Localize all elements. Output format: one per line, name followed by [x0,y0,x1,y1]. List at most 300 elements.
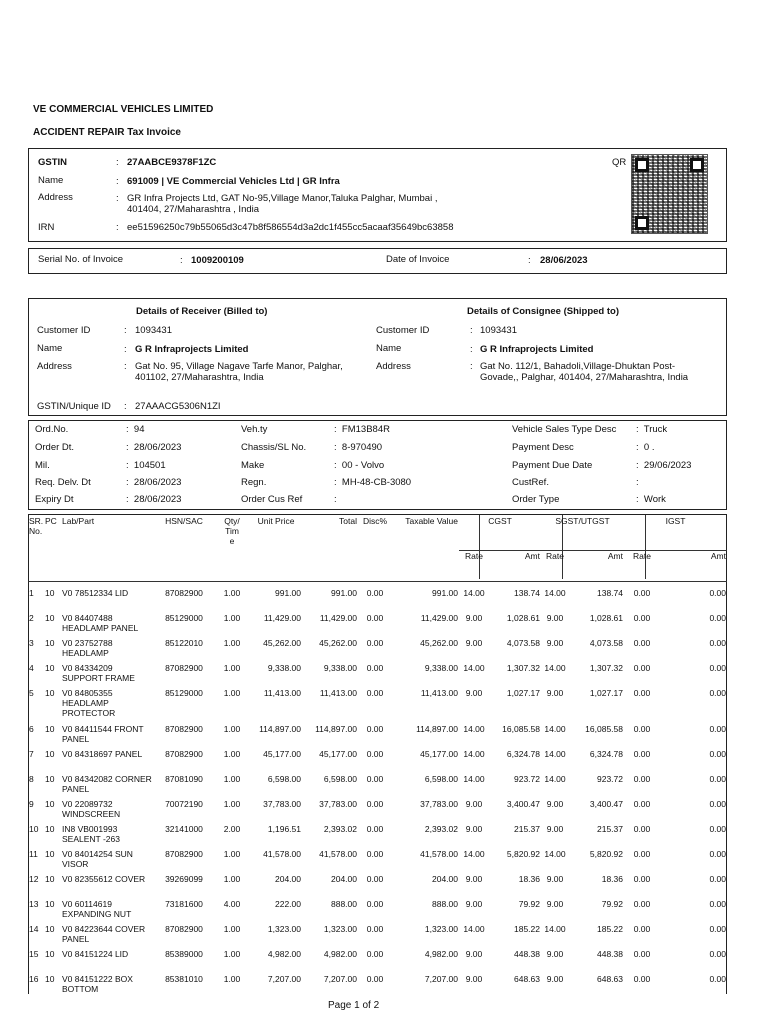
cell-ia: 0.00 [709,874,726,884]
cell-disc: 0.00 [366,588,384,598]
cell-price: 9,338.00 [267,663,301,673]
cell-pc: 10 [45,774,55,784]
cell-sr: 3 [29,638,34,648]
mil-label: Mil. [35,460,50,471]
cell-pc: 10 [45,588,55,598]
cell-sr2: 9.00 [546,874,564,884]
cell-hsn: 85122010 [165,638,203,648]
cell-ca: 648.63 [514,974,540,984]
cell-sr: 7 [29,749,34,759]
cell-pc: 10 [45,949,55,959]
cell-disc: 0.00 [366,949,384,959]
cell-price: 991.00 [275,588,301,598]
cell-taxable: 7,207.00 [424,974,458,984]
cell-ca: 3,400.47 [506,799,540,809]
cell-qty: 1.00 [223,974,241,984]
cell-ia: 0.00 [709,688,726,698]
cell-ia: 0.00 [709,749,726,759]
cell-pc: 10 [45,749,55,759]
cell-taxable: 4,982.00 [424,949,458,959]
cell-disc: 0.00 [366,638,384,648]
cell-hsn: 85129000 [165,688,203,698]
cell-ca: 1,028.61 [506,613,540,623]
cell-ir: 0.00 [633,874,651,884]
cell-ia: 0.00 [709,924,726,934]
ord-no-label: Ord.No. [35,424,69,435]
cell-cr: 14.00 [463,924,485,934]
custref-label: CustRef. [512,477,549,488]
cell-cr: 14.00 [463,724,485,734]
table-row [28,874,727,899]
paydesc: : 0 . [636,442,655,453]
cell-sr2: 9.00 [546,613,564,623]
col-sgst: SGST/UTGST [541,516,624,551]
cell-taxable: 991.00 [432,588,458,598]
ordtype-label: Order Type [512,494,560,505]
cell-pc: 10 [45,688,55,698]
cell-cr: 14.00 [463,588,485,598]
receiver-gstin-label: GSTIN/Unique ID [37,401,111,412]
cell-sr: 16 [29,974,39,984]
cell-total: 6,598.00 [323,774,357,784]
cell-cr: 9.00 [465,874,483,884]
cell-ir: 0.00 [633,663,651,673]
gstin-value: 27AABCE9378F1ZC [127,157,217,168]
table-row [28,949,727,974]
col-unit-price: Unit Price [250,516,302,582]
col-igst: IGST [624,516,727,551]
cell-price: 1,323.00 [267,924,301,934]
cell-ca: 138.74 [514,588,540,598]
cell-sa: 1,307.32 [589,663,623,673]
cell-ia: 0.00 [709,799,726,809]
cell-hsn: 32141000 [165,824,203,834]
cell-price: 45,262.00 [263,638,301,648]
cell-sa: 6,324.78 [589,749,623,759]
cell-taxable: 37,783.00 [420,799,458,809]
cell-sr2: 9.00 [546,688,564,698]
cell-taxable: 45,177.00 [420,749,458,759]
document-title: ACCIDENT REPAIR Tax Invoice [33,127,181,138]
cell-part: V0 84151222 BOX BOTTOM [62,974,133,994]
cell-hsn: 85129000 [165,613,203,623]
table-row [28,663,727,688]
gstin-label: GSTIN [38,157,68,168]
cell-part: V0 84407488 HEADLAMP PANEL [62,613,139,633]
cell-taxable: 204.00 [432,874,458,884]
cell-pc: 10 [45,724,55,734]
cell-qty: 1.00 [223,849,241,859]
cell-sr: 13 [29,899,39,909]
expiry-label: Expiry Dt [35,494,74,505]
cell-sr2: 14.00 [544,588,566,598]
cell-sa: 4,073.58 [589,638,623,648]
cell-hsn: 85381010 [165,974,203,984]
cell-total: 991.00 [331,588,357,598]
receiver-address: Gat No. 95, Village Nagave Tarfe Manor, Palghar, 401102, 27/Maharashtra, India [135,361,343,383]
col-igst-rate: Rate [624,551,660,582]
receiver-customer-id: 1093431 [135,325,172,336]
table-row [28,924,727,949]
cell-hsn: 87082900 [165,724,203,734]
cell-ia: 0.00 [709,663,726,673]
cell-qty: 1.00 [223,638,241,648]
cell-total: 9,338.00 [323,663,357,673]
cell-hsn: 87082900 [165,588,203,598]
cell-sa: 1,028.61 [589,613,623,623]
cell-sr: 12 [29,874,39,884]
cell-total: 114,897.00 [315,724,357,734]
cell-sr2: 14.00 [544,849,566,859]
invoice-box [28,248,727,274]
cell-pc: 10 [45,613,55,623]
cell-hsn: 87082900 [165,924,203,934]
regn-label: Regn. [241,477,267,488]
cell-qty: 1.00 [223,799,241,809]
mil: : 104501 [126,460,166,471]
cell-part: V0 23752788 HEADLAMP [62,638,113,658]
paydue-label: Payment Due Date [512,460,593,471]
cell-disc: 0.00 [366,613,384,623]
cell-sr: 11 [29,849,38,859]
cell-ia: 0.00 [709,638,726,648]
cell-ia: 0.00 [709,588,726,598]
cell-taxable: 9,338.00 [424,663,458,673]
cell-disc: 0.00 [366,774,384,784]
cell-disc: 0.00 [366,824,384,834]
cell-ca: 16,085.58 [502,724,540,734]
cell-sa: 79.92 [601,899,623,909]
cell-taxable: 888.00 [432,899,458,909]
cell-hsn: 87082900 [165,663,203,673]
cell-pc: 10 [45,799,55,809]
date-label: Date of Invoice [386,254,450,265]
paydesc-label: Payment Desc [512,442,574,453]
cell-ir: 0.00 [633,974,651,984]
regn: : MH-48-CB-3080 [334,477,412,488]
consignee-title: Details of Consignee (Shipped to) [467,306,620,317]
cell-ca: 4,073.58 [506,638,540,648]
cell-pc: 10 [45,663,55,673]
cell-part: V0 84151224 LID [62,949,129,959]
cell-cr: 14.00 [463,774,485,784]
cell-qty: 2.00 [223,824,241,834]
cell-ir: 0.00 [633,638,651,648]
cell-sa: 185.22 [597,924,623,934]
cell-hsn: 70072190 [165,799,203,809]
cell-sa: 923.72 [597,774,623,784]
col-sr: SR. No. [28,516,44,582]
cell-sr2: 9.00 [546,949,564,959]
col-cgst-amt: Amt [489,551,541,582]
cell-sr: 1 [29,588,34,598]
cell-sr2: 9.00 [546,638,564,648]
col-cgst: CGST [459,516,541,551]
page-number: Page 1 of 2 [328,1000,380,1011]
cell-total: 2,393.02 [323,824,357,834]
cell-price: 7,207.00 [267,974,301,984]
cell-ia: 0.00 [709,724,726,734]
cell-ia: 0.00 [709,774,726,784]
consignee-name-label: Name [376,343,402,354]
cell-sr: 6 [29,724,34,734]
cell-ia: 0.00 [709,974,726,984]
cusref: : [334,494,340,505]
cell-ir: 0.00 [633,924,651,934]
cell-sr2: 14.00 [544,724,566,734]
table-row [28,849,727,874]
qr-label: QR [612,157,627,168]
cell-ir: 0.00 [633,949,651,959]
cell-sa: 215.37 [597,824,623,834]
order-dt: : 28/06/2023 [126,442,182,453]
cell-sr: 4 [29,663,34,673]
cell-pc: 10 [45,824,55,834]
cell-ia: 0.00 [709,613,726,623]
cell-ir: 0.00 [633,724,651,734]
cell-price: 45,177.00 [263,749,301,759]
cell-sr2: 14.00 [544,924,566,934]
cell-sa: 1,027.17 [589,688,623,698]
receiver-name-label: Name [37,343,63,354]
receiver-customer-id-label: Customer ID [37,325,91,336]
col-taxable: Taxable Value [392,516,459,582]
cell-sr2: 9.00 [546,899,564,909]
cell-sr2: 9.00 [546,799,564,809]
cell-sa: 3,400.47 [589,799,623,809]
cell-taxable: 6,598.00 [424,774,458,784]
seller-address-label: Address [38,192,73,203]
cell-disc: 0.00 [366,799,384,809]
cell-disc: 0.00 [366,974,384,984]
col-disc: Disc% [358,516,392,582]
serial-label: Serial No. of Invoice [38,254,124,265]
cell-total: 37,783.00 [319,799,357,809]
party-box [28,298,727,416]
cusref-label: Order Cus Ref [241,494,303,505]
cell-ca: 1,027.17 [506,688,540,698]
col-total: Total [302,516,358,582]
req-delv-label: Req. Delv. Dt [35,477,91,488]
cell-sr: 5 [29,688,34,698]
cell-ca: 448.38 [514,949,540,959]
cell-pc: 10 [45,874,55,884]
cell-taxable: 2,393.02 [424,824,458,834]
col-igst-amt: Amt [660,551,727,582]
cell-disc: 0.00 [366,663,384,673]
cell-sa: 648.63 [597,974,623,984]
make-label: Make [241,460,265,471]
cell-ca: 18.36 [518,874,540,884]
cell-ir: 0.00 [633,824,651,834]
vehty-label: Veh.ty [241,424,268,435]
table-row [28,824,727,849]
cell-ir: 0.00 [633,849,651,859]
serial-value: 1009200109 [191,255,244,266]
cell-part: V0 84342082 CORNER PANEL [62,774,152,794]
cell-qty: 1.00 [223,724,241,734]
cell-disc: 0.00 [366,749,384,759]
col-qty: Qty/ Tim e [214,516,250,582]
cell-part: V0 84334209 SUPPORT FRAME [62,663,135,683]
cell-hsn: 39269099 [165,874,203,884]
cell-sa: 448.38 [597,949,623,959]
cell-total: 4,982.00 [323,949,357,959]
cell-sr: 10 [29,824,39,834]
order-dt-label: Order Dt. [35,442,75,453]
cell-price: 222.00 [275,899,301,909]
cell-ir: 0.00 [633,588,651,598]
table-row [28,688,727,724]
cell-hsn: 87082900 [165,749,203,759]
table-row [28,899,727,924]
cell-ir: 0.00 [633,774,651,784]
cell-ia: 0.00 [709,949,726,959]
table-row [28,974,727,996]
cell-total: 11,429.00 [319,613,357,623]
cell-ir: 0.00 [633,749,651,759]
cell-price: 11,429.00 [263,613,301,623]
vst-label: Vehicle Sales Type Desc [512,424,617,435]
col-cgst-rate: Rate [459,551,489,582]
cell-price: 4,982.00 [267,949,301,959]
cell-price: 6,598.00 [267,774,301,784]
cell-disc: 0.00 [366,924,384,934]
cell-part: V0 84014254 SUN VISOR [62,849,133,869]
seller-address: GR Infra Projects Ltd, GAT No-95,Village Manor,Taluka Palghar, Mumbai , 401404, 27/Maharashtra , India [127,193,438,215]
expiry: : 28/06/2023 [126,494,182,505]
seller-name-label: Name [38,175,64,186]
items-table [28,516,727,996]
cell-qty: 4.00 [223,899,241,909]
cell-total: 888.00 [331,899,357,909]
cell-ca: 5,820.92 [506,849,540,859]
cell-disc: 0.00 [366,874,384,884]
cell-ca: 923.72 [514,774,540,784]
irn-label: IRN [38,222,55,233]
cell-cr: 9.00 [465,613,483,623]
cell-price: 11,413.00 [263,688,301,698]
cell-hsn: 87082900 [165,849,203,859]
cell-taxable: 1,323.00 [424,924,458,934]
consignee-address-label: Address [376,361,411,372]
receiver-title: Details of Receiver (Billed to) [136,306,268,317]
table-row [28,724,727,749]
cell-taxable: 45,262.00 [420,638,458,648]
company-name: VE COMMERCIAL VEHICLES LIMITED [33,104,214,115]
chassis: : 8-970490 [334,442,383,453]
cell-part: V0 84411544 FRONT PANEL [62,724,144,744]
cell-sr2: 14.00 [544,663,566,673]
cell-pc: 10 [45,974,55,984]
cell-total: 204.00 [331,874,357,884]
cell-ca: 215.37 [514,824,540,834]
cell-price: 1,196.51 [267,824,301,834]
cell-ir: 0.00 [633,688,651,698]
cell-cr: 14.00 [463,749,485,759]
cell-ia: 0.00 [709,849,726,859]
cell-total: 11,413.00 [319,688,357,698]
cell-hsn: 85389000 [165,949,203,959]
cell-part: V0 84805355 HEADLAMP PROTECTOR [62,688,116,718]
cell-ir: 0.00 [633,899,651,909]
cell-qty: 1.00 [223,663,241,673]
seller-name: 691009 | VE Commercial Vehicles Ltd | GR Infra [127,176,340,187]
cell-total: 41,578.00 [319,849,357,859]
cell-cr: 9.00 [465,974,483,984]
cell-ia: 0.00 [709,824,726,834]
cell-total: 7,207.00 [323,974,357,984]
cell-sa: 18.36 [601,874,623,884]
cell-pc: 10 [45,899,55,909]
col-hsn: HSN/SAC [154,516,214,582]
cell-sr2: 9.00 [546,974,564,984]
col-sgst-amt: Amt [569,551,624,582]
cell-cr: 9.00 [465,899,483,909]
ord-no: : 94 [126,424,145,435]
cell-cr: 14.00 [463,849,485,859]
cell-price: 37,783.00 [263,799,301,809]
receiver-name: G R Infraprojects Limited [135,344,249,355]
table-row [28,588,727,613]
cell-qty: 1.00 [223,924,241,934]
cell-sr2: 9.00 [546,824,564,834]
cell-taxable: 11,413.00 [420,688,458,698]
col-sgst-rate: Rate [541,551,569,582]
cell-part: V0 60114619 EXPANDING NUT [62,899,132,919]
cell-ca: 1,307.32 [506,663,540,673]
cell-total: 1,323.00 [323,924,357,934]
cell-sr: 14 [29,924,39,934]
cell-cr: 9.00 [465,949,483,959]
cell-ca: 79.92 [518,899,540,909]
table-row [28,638,727,663]
cell-qty: 1.00 [223,688,241,698]
cell-pc: 10 [45,638,55,648]
cell-qty: 1.00 [223,949,241,959]
cell-sr: 9 [29,799,34,809]
cell-disc: 0.00 [366,899,384,909]
table-row [28,774,727,799]
cell-hsn: 87081090 [165,774,203,784]
col-part: Lab/Part [61,516,154,582]
chassis-label: Chassis/SL No. [241,442,307,453]
consignee-customer-id-label: Customer ID [376,325,430,336]
cell-sr2: 14.00 [544,749,566,759]
col-pc: PC [44,516,61,582]
cell-qty: 1.00 [223,874,241,884]
cell-part: V0 84318697 PANEL [62,749,143,759]
cell-qty: 1.00 [223,749,241,759]
cell-pc: 10 [45,849,55,859]
ordtype: : Work [636,494,666,505]
consignee-name: G R Infraprojects Limited [480,344,594,355]
receiver-address-label: Address [37,361,72,372]
cell-hsn: 73181600 [165,899,203,909]
cell-part: V0 82355612 COVER [62,874,146,884]
cell-sa: 5,820.92 [589,849,623,859]
cell-sr: 2 [29,613,34,623]
custref: : [636,477,642,488]
cell-ca: 185.22 [514,924,540,934]
cell-qty: 1.00 [223,613,241,623]
cell-cr: 9.00 [465,638,483,648]
cell-total: 45,177.00 [319,749,357,759]
consignee-address: Gat No. 112/1, Bahadoli,Village-Dhuktan Post-Govade,, Palghar, 401404, 27/Maharashtra, India [480,361,689,383]
cell-taxable: 41,578.00 [420,849,458,859]
paydue: : 29/06/2023 [636,460,692,471]
req-delv: : 28/06/2023 [126,477,182,488]
